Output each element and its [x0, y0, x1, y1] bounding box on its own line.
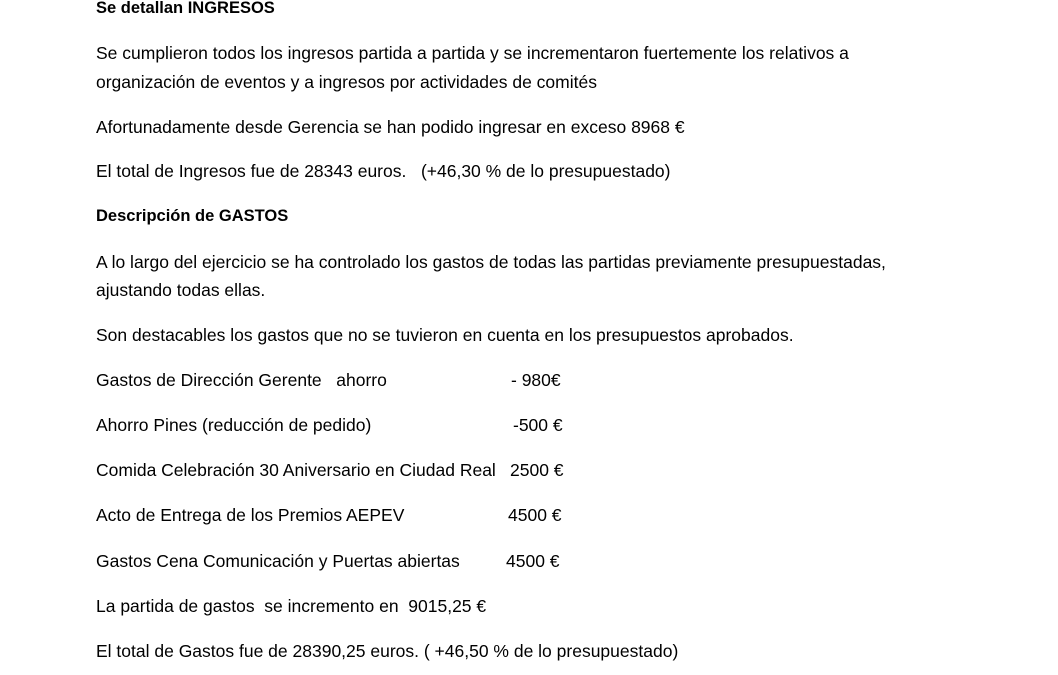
ingresos-heading: Se detallan INGRESOS	[96, 0, 275, 17]
ingresos-paragraph-line-2: organización de eventos y a ingresos por actividades de comités	[96, 72, 597, 92]
gastos-paragraph-line-2: ajustando todas ellas.	[96, 280, 266, 300]
gasto-item	[96, 415, 576, 435]
gastos-total: El total de Gastos fue de 28390,25 euros. ( +46,50 % de lo presupuestado)	[96, 641, 679, 661]
ingresos-paragraph-line-1: Se cumplieron todos los ingresos partida a partida y se incrementaron fuertemente los relativos a	[96, 43, 849, 63]
gastos-heading: Descripción de GASTOS	[96, 207, 289, 225]
gastos-increase: La partida de gastos se incremento en 9015,25 €	[96, 596, 487, 616]
gasto-item	[96, 551, 576, 571]
gasto-item	[96, 460, 576, 480]
gasto-item-amount: 4500 €	[506, 551, 560, 571]
gasto-item-label: Gastos Cena Comunicación y Puertas abiertas	[96, 551, 460, 571]
gasto-item-label: Ahorro Pines (reducción de pedido)	[96, 415, 372, 435]
gasto-item	[96, 505, 576, 525]
gasto-item-label: Comida Celebración 30 Aniversario en Ciudad Real	[96, 460, 496, 480]
gastos-paragraph-line-1: A lo largo del ejercicio se ha controlado los gastos de todas las partidas previamente presupuestadas,	[96, 252, 886, 272]
gasto-item-amount: -500 €	[513, 415, 563, 435]
gastos-destacables-paragraph: Son destacables los gastos que no se tuvieron en cuenta en los presupuestos aprobados.	[96, 325, 794, 345]
ingresos-gerencia-paragraph: Afortunadamente desde Gerencia se han podido ingresar en exceso 8968 €	[96, 117, 685, 137]
gasto-item	[96, 370, 576, 390]
gasto-item-amount: 4500 €	[508, 505, 562, 525]
gasto-item-amount: 2500 €	[510, 460, 564, 480]
gasto-item-label: Gastos de Dirección Gerente ahorro	[96, 370, 387, 390]
gasto-item-label: Acto de Entrega de los Premios AEPEV	[96, 505, 405, 525]
ingresos-total: El total de Ingresos fue de 28343 euros. (+46,30 % de lo presupuestado)	[96, 161, 671, 181]
gasto-item-amount: - 980€	[511, 370, 561, 390]
